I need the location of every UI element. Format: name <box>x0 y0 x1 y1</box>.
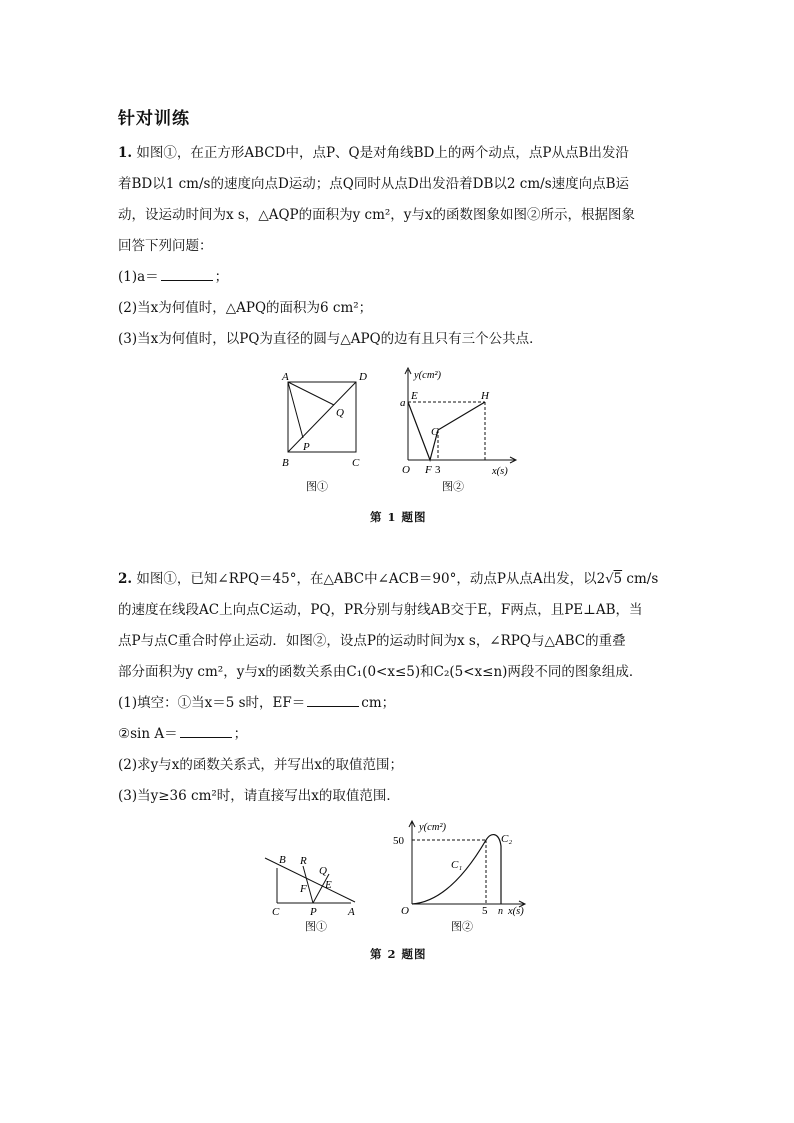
problem-1-q1-suffix: ； <box>214 269 229 285</box>
label-a: A <box>282 371 289 383</box>
problem-2-number: 2. <box>118 571 133 587</box>
problem-2-line-3: 点P与点C重合时停止运动．如图②，设点P的运动时间为x s，∠RPQ与△ABC的重叠 <box>118 633 626 649</box>
sqrt-symbol: √ <box>605 572 614 587</box>
label-h: H <box>481 390 489 402</box>
tick-5: 5 <box>482 905 488 917</box>
label-c2: C <box>272 906 280 918</box>
problem-2-q1b <box>118 719 678 750</box>
problem-2-q1-text: (1)填空：①当x＝5 s时，EF＝ <box>118 695 306 711</box>
label-d: D <box>359 371 367 383</box>
label-b2: B <box>279 854 286 866</box>
origin-label-2: O <box>401 905 409 917</box>
problem-1-text-1: 如图①，在正方形ABCD中，点P、Q是对角线BD上的两个动点，点P从点B出发沿 <box>136 145 629 161</box>
problem-1 <box>118 138 678 355</box>
label-e: E <box>411 390 418 402</box>
segment-ap <box>288 382 303 438</box>
label-a-value: a <box>400 397 406 409</box>
x-axis-label: x(s) <box>492 466 508 477</box>
label-f2: F <box>300 883 307 895</box>
label-c1-curve: C₁ <box>451 859 463 871</box>
diagonal-bd <box>288 382 356 452</box>
tick-n: n <box>498 906 503 917</box>
y-axis-label-2: y(cm²) <box>419 822 447 833</box>
label-c2-curve: C₂ <box>501 833 513 845</box>
section-heading: 针对训练 <box>118 109 190 129</box>
fig2-caption-2: 图② <box>451 921 473 933</box>
problem-1-q2: (2)当x为何值时，△APQ的面积为6 cm²； <box>118 300 373 316</box>
problem-1-figure-caption: 第 1 题图 <box>370 510 427 524</box>
fig1-caption: 图① <box>306 481 328 493</box>
graph-line <box>408 402 485 460</box>
answer-blank-a[interactable] <box>161 266 213 281</box>
segment-aq <box>288 382 334 405</box>
x-axis-label-2: x(s) <box>508 906 524 917</box>
problem-1-figures <box>270 362 530 502</box>
label-a2: A <box>348 906 355 918</box>
label-f: F <box>425 464 432 476</box>
problem-2-q1-suffix: cm； <box>361 695 396 711</box>
graph-figure <box>405 368 516 463</box>
problem-1-line-4: 回答下列问题： <box>118 238 213 254</box>
problem-2-figure-caption: 第 2 题图 <box>370 947 427 961</box>
curve-c1 <box>412 840 486 904</box>
problem-2-q1b-suffix: ； <box>233 726 248 742</box>
problem-2-line-4: 部分面积为y cm²，y与x的函数关系由C₁(0<x≤5)和C₂(5<x≤n)两段不同的图象组成． <box>118 664 643 680</box>
problem-1-line-1 <box>118 138 678 169</box>
problem-2-text-1: 如图①，已知∠RPQ＝45°，在△ABC中∠ACB＝90°，动点P从点A出发，以2 <box>136 571 606 587</box>
problem-1-line-2: 着BD以1 cm/s的速度向点D运动；点Q同时从点D出发沿着DB以2 cm/s速度向点B运 <box>118 176 630 192</box>
problem-1-q3: (3)当x为何值时，以PQ为直径的圆与△APQ的边有且只有三个公共点． <box>118 331 543 347</box>
label-b: B <box>282 457 289 469</box>
label-q2: Q <box>319 865 327 877</box>
fig1-caption-2: 图① <box>305 921 327 933</box>
curve-c2 <box>486 835 501 904</box>
label-r: R <box>300 855 307 867</box>
label-c: C <box>352 457 360 469</box>
problem-2-figures <box>255 816 540 936</box>
sqrt-radicand: 5 <box>613 571 623 587</box>
y-axis-label: y(cm²) <box>414 370 442 381</box>
label-g: G <box>431 426 439 438</box>
problem-1-q1-text: (1)a＝ <box>118 269 159 285</box>
answer-blank-sina[interactable] <box>180 723 232 738</box>
fig2-caption: 图② <box>442 481 464 493</box>
label-p: P <box>303 441 310 453</box>
label-e2: E <box>325 879 332 891</box>
problem-2-speed-unit: cm/s <box>622 571 659 587</box>
problem-2-line-1 <box>118 564 678 595</box>
origin-label: O <box>402 464 410 476</box>
square-figure <box>288 382 356 452</box>
answer-blank-ef[interactable] <box>307 692 359 707</box>
problem-2 <box>118 564 678 812</box>
label-q: Q <box>336 407 344 419</box>
problem-1-line-3: 动，设运动时间为x s，△AQP的面积为y cm²，y与x的函数图象如图②所示，根据图象 <box>118 207 636 223</box>
problem-2-line-2: 的速度在线段AC上向点C运动，PQ，PR分别与射线AB交于E，F两点，且PE⊥AB，当 <box>118 602 643 618</box>
problem-2-q3: (3)当y≥36 cm²时，请直接写出x的取值范围． <box>118 788 400 804</box>
tick-50: 50 <box>393 835 404 847</box>
problem-1-q1 <box>118 262 678 293</box>
problem-2-q2: (2)求y与x的函数关系式，并写出x的取值范围； <box>118 757 403 773</box>
problem-2-q1b-text: ②sin A＝ <box>118 726 178 742</box>
problem-2-q1 <box>118 688 678 719</box>
label-p2: P <box>310 906 317 918</box>
tick-3: 3 <box>435 464 441 476</box>
problem-1-number: 1. <box>118 145 133 161</box>
